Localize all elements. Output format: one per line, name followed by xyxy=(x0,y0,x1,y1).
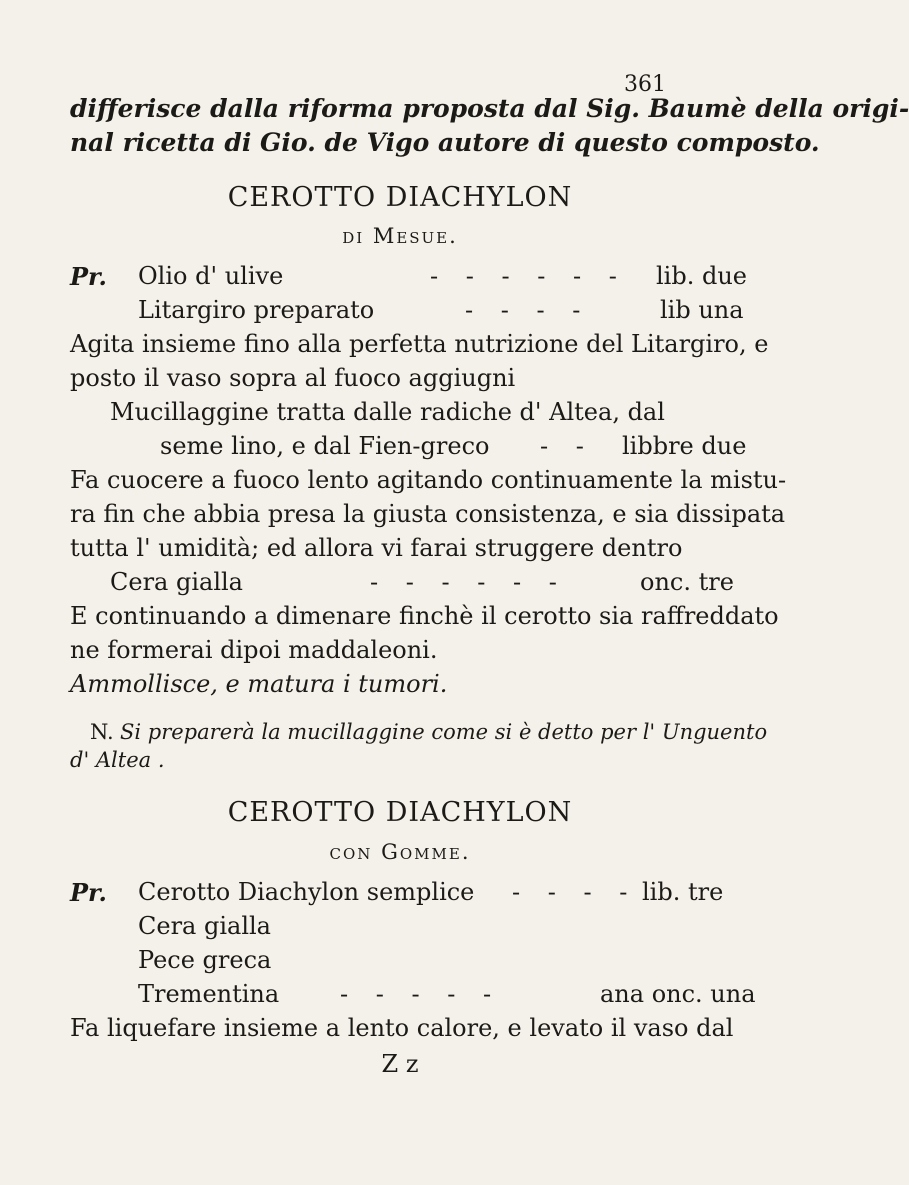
s2-ingredient-4-amount: ana onc. una xyxy=(600,980,756,1008)
s2-ingredient-3-name: Pece greca xyxy=(138,946,272,974)
note-line-2: d' Altea . xyxy=(70,748,165,772)
s2-ingredient-1-name: Cerotto Diachylon semplice xyxy=(138,878,475,906)
section2-pr-label: Pr. xyxy=(70,878,107,907)
body-line-6: ra fin che abbia presa la giusta consistenza, e sia dissipata xyxy=(70,500,786,528)
cera-name: Cera gialla xyxy=(110,568,243,596)
s2-ingredient-4-name: Trementina xyxy=(138,980,280,1008)
body-line-4-dashes: - - xyxy=(540,432,594,460)
s2-ingredient-4-dashes: - - - - - xyxy=(340,980,502,1008)
section1-pr-label: Pr. xyxy=(70,262,107,291)
page-number: 361 xyxy=(624,72,666,97)
section2-subtitle: con Gomme. xyxy=(329,840,471,864)
cera-dashes: - - - - - - xyxy=(370,568,567,596)
section2-title: CEROTTO DIACHYLON xyxy=(227,797,573,828)
signature-mark: Z z xyxy=(381,1050,419,1078)
ingredient-name-litargiro: Litargiro preparato xyxy=(138,296,375,324)
body-line-10: Ammollisce, e matura i tumori. xyxy=(70,670,448,698)
ingredient-dashes-litargiro: - - - - xyxy=(465,296,591,324)
body-line-1: Agita insieme fino alla perfetta nutrizione del Litargiro, e xyxy=(70,330,769,358)
s2-ingredient-1-dashes: - - - - xyxy=(512,878,638,906)
body-line-5: Fa cuocere a fuoco lento agitando continuamente la mistu- xyxy=(70,466,787,494)
note-label: N. xyxy=(90,720,114,744)
ingredient-amount-olio: lib. due xyxy=(656,262,747,290)
body-line-7: tutta l' umidità; ed allora vi farai struggere dentro xyxy=(70,534,683,562)
ingredient-dashes-olio: - - - - - - xyxy=(430,262,627,290)
intro-line-1: differisce dalla riforma proposta dal Sig. Baumè della origi- xyxy=(70,94,909,123)
body-line-8: E continuando a dimenare finchè il cerotto sia raffreddato xyxy=(70,602,779,630)
body-line-4-name: seme lino, e dal Fien-greco xyxy=(160,432,490,460)
s2-body-line-1: Fa liquefare insieme a lento calore, e levato il vaso dal xyxy=(70,1014,734,1042)
body-line-4-amount: libbre due xyxy=(622,432,747,460)
body-line-2: posto il vaso sopra al fuoco aggiugni xyxy=(70,364,516,392)
s2-ingredient-1-amount: lib. tre xyxy=(642,878,724,906)
section1-subtitle: di Mesue. xyxy=(342,224,458,248)
section1-title: CEROTTO DIACHYLON xyxy=(227,182,573,213)
body-line-9: ne formerai dipoi maddaleoni. xyxy=(70,636,438,664)
ingredient-name-olio: Olio d' ulive xyxy=(138,262,284,290)
intro-line-2: nal ricetta di Gio. de Vigo autore di questo composto. xyxy=(70,128,820,157)
note-line-1: Si preparerà la mucillaggine come si è detto per l' Unguento xyxy=(120,720,768,744)
s2-ingredient-2-name: Cera gialla xyxy=(138,912,271,940)
cera-amount: onc. tre xyxy=(640,568,734,596)
body-line-3: Mucillaggine tratta dalle radiche d' Altea, dal xyxy=(110,398,665,426)
ingredient-amount-litargiro: lib una xyxy=(660,296,744,324)
